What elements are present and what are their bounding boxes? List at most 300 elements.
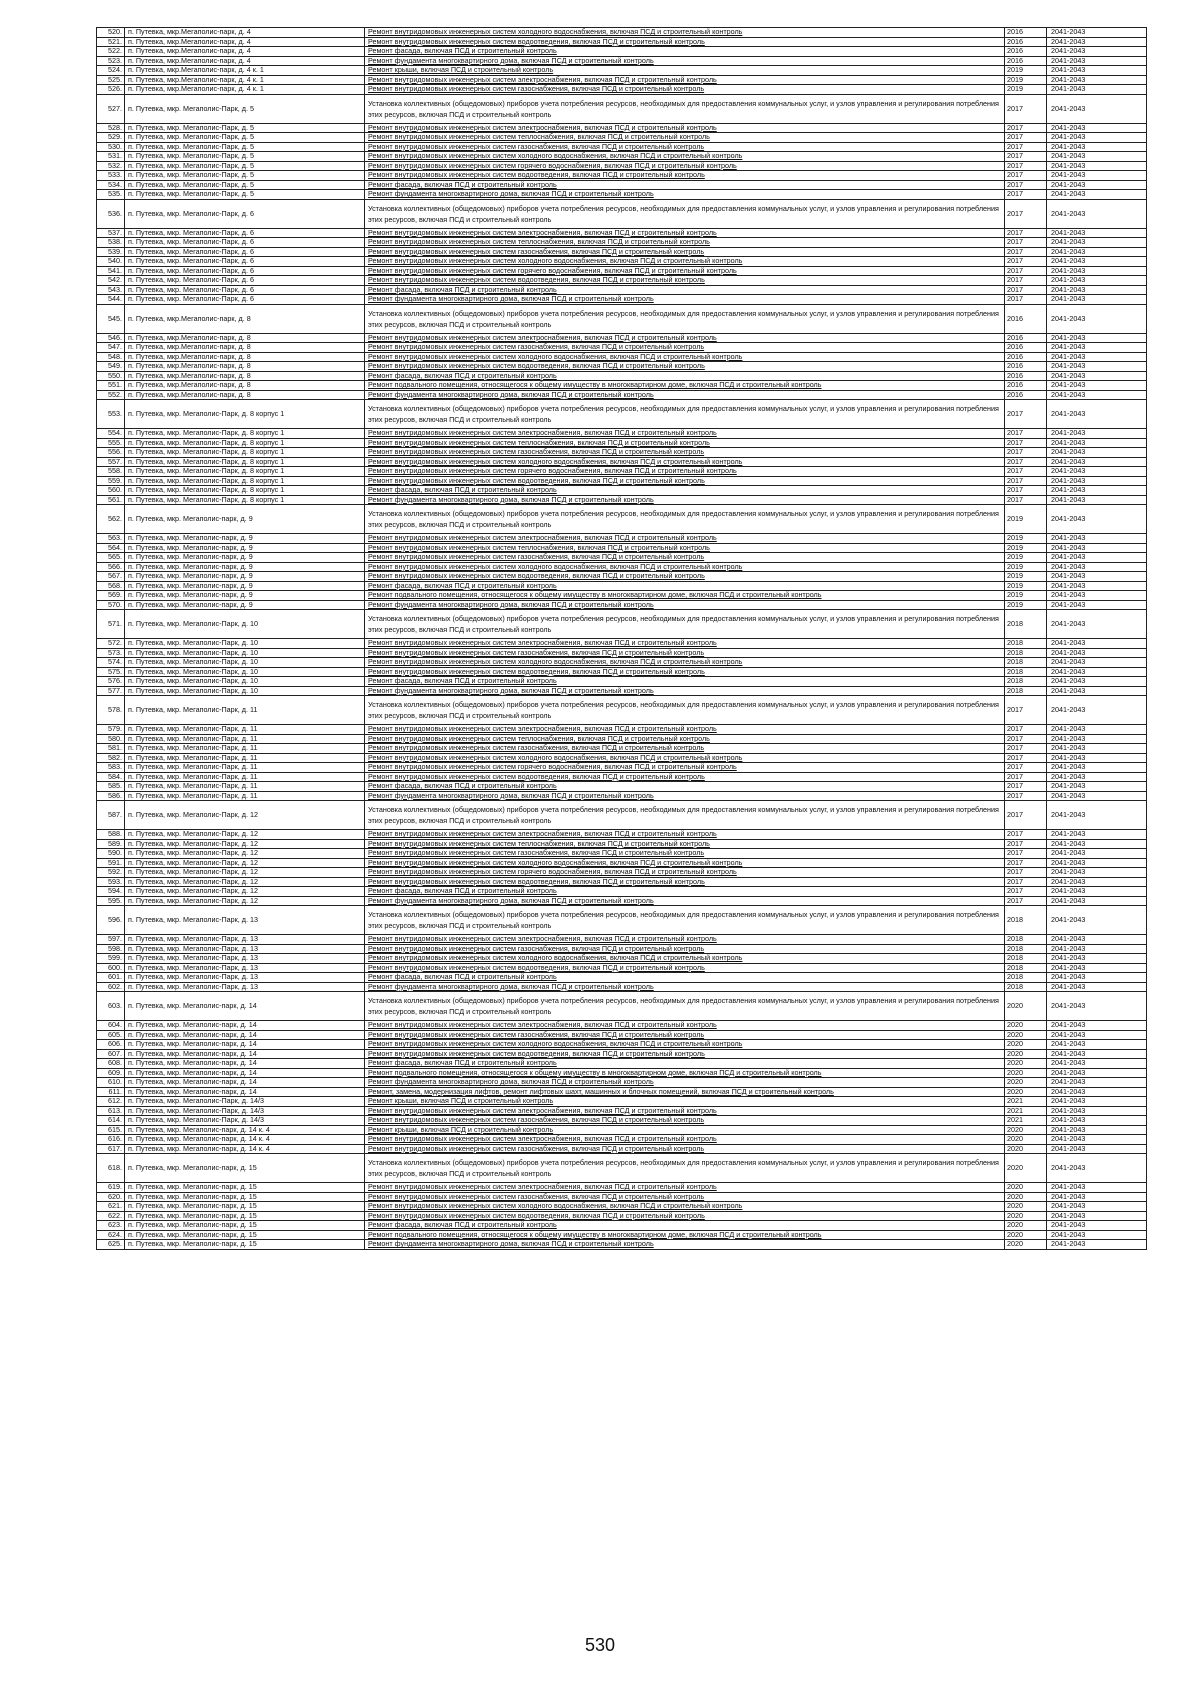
- row-number-cell: 594.: [97, 887, 125, 897]
- table-row: [97, 686, 1147, 696]
- table-row: [97, 1240, 1147, 1250]
- address-cell: п. Путевка, мкр. Мегаполис-Парк, д. 5: [125, 171, 365, 181]
- work-type-cell: Ремонт внутридомовых инженерных систем газоснабжения, включая ПСД и строительный контроль: [365, 744, 1005, 754]
- year-cell: 2016: [1005, 37, 1047, 47]
- address-cell: п. Путевка, мкр.Мегаполис-парк, д. 4: [125, 37, 365, 47]
- table-row: [97, 285, 1147, 295]
- work-type-cell: Ремонт внутридомовых инженерных систем теплоснабжения, включая ПСД и строительный контроль: [365, 734, 1005, 744]
- row-number-cell: 532.: [97, 161, 125, 171]
- table-row: [97, 343, 1147, 353]
- year-cell: 2019: [1005, 75, 1047, 85]
- table-row: [97, 199, 1147, 228]
- table-row: [97, 295, 1147, 305]
- work-type-cell: Установка коллективных (общедомовых) приборов учета потребления ресурсов, необходимых для предоставления коммунальных услуг, и узлов управления и регулирования потребления этих ресурсов, включая ПСД и строительный контроль: [365, 505, 1005, 534]
- work-type-cell: Ремонт внутридомовых инженерных систем холодного водоснабжения, включая ПСД и строительный контроль: [365, 562, 1005, 572]
- row-number-cell: 578.: [97, 696, 125, 725]
- row-number-cell: 541.: [97, 266, 125, 276]
- row-number-cell: 596.: [97, 906, 125, 935]
- work-type-cell: Ремонт внутридомовых инженерных систем холодного водоснабжения, включая ПСД и строительный контроль: [365, 352, 1005, 362]
- row-number-cell: 536.: [97, 199, 125, 228]
- row-number-cell: 583.: [97, 763, 125, 773]
- work-type-cell: Ремонт крыши, включая ПСД и строительный контроль: [365, 66, 1005, 76]
- year-cell: 2017: [1005, 438, 1047, 448]
- period-cell: 2041-2043: [1047, 1230, 1147, 1240]
- period-cell: 2041-2043: [1047, 1106, 1147, 1116]
- address-cell: п. Путевка, мкр. Мегаполис-Парк, д. 13: [125, 954, 365, 964]
- address-cell: п. Путевка, мкр. Мегаполис-парк, д. 14 к. 4: [125, 1144, 365, 1154]
- address-cell: п. Путевка, мкр.Мегаполис-парк, д. 8: [125, 362, 365, 372]
- address-cell: п. Путевка, мкр. Мегаполис-Парк, д. 11: [125, 791, 365, 801]
- work-type-cell: Ремонт внутридомовых инженерных систем электроснабжения, включая ПСД и строительный контроль: [365, 1135, 1005, 1145]
- row-number-cell: 574.: [97, 658, 125, 668]
- work-type-cell: Ремонт фасада, включая ПСД и строительный контроль: [365, 285, 1005, 295]
- table-row: [97, 486, 1147, 496]
- period-cell: 2041-2043: [1047, 85, 1147, 95]
- work-type-cell: Ремонт внутридомовых инженерных систем водоотведения, включая ПСД и строительный контроль: [365, 276, 1005, 286]
- year-cell: 2016: [1005, 390, 1047, 400]
- row-number-cell: 618.: [97, 1154, 125, 1183]
- period-cell: 2041-2043: [1047, 849, 1147, 859]
- work-type-cell: Ремонт фундамента многоквартирного дома, включая ПСД и строительный контроль: [365, 791, 1005, 801]
- row-number-cell: 570.: [97, 600, 125, 610]
- address-cell: п. Путевка, мкр. Мегаполис-Парк, д. 14/3: [125, 1106, 365, 1116]
- work-type-cell: Ремонт внутридомовых инженерных систем газоснабжения, включая ПСД и строительный контроль: [365, 944, 1005, 954]
- period-cell: 2041-2043: [1047, 1183, 1147, 1193]
- address-cell: п. Путевка, мкр. Мегаполис-Парк, д. 5: [125, 180, 365, 190]
- work-type-cell: Ремонт фасада, включая ПСД и строительный контроль: [365, 47, 1005, 57]
- year-cell: 2020: [1005, 1183, 1047, 1193]
- year-cell: 2017: [1005, 257, 1047, 267]
- table-row: [97, 963, 1147, 973]
- address-cell: п. Путевка, мкр. Мегаполис-Парк, д. 5: [125, 123, 365, 133]
- table-row: [97, 152, 1147, 162]
- row-number-cell: 601.: [97, 973, 125, 983]
- table-row: [97, 772, 1147, 782]
- year-cell: 2018: [1005, 982, 1047, 992]
- row-number-cell: 522.: [97, 47, 125, 57]
- table-row: [97, 85, 1147, 95]
- row-number-cell: 607.: [97, 1049, 125, 1059]
- period-cell: 2041-2043: [1047, 390, 1147, 400]
- year-cell: 2017: [1005, 457, 1047, 467]
- row-number-cell: 614.: [97, 1116, 125, 1126]
- period-cell: 2041-2043: [1047, 639, 1147, 649]
- year-cell: 2019: [1005, 600, 1047, 610]
- period-cell: 2041-2043: [1047, 180, 1147, 190]
- period-cell: 2041-2043: [1047, 581, 1147, 591]
- row-number-cell: 551.: [97, 381, 125, 391]
- table-row: [97, 1087, 1147, 1097]
- period-cell: 2041-2043: [1047, 753, 1147, 763]
- period-cell: 2041-2043: [1047, 677, 1147, 687]
- period-cell: 2041-2043: [1047, 1049, 1147, 1059]
- row-number-cell: 581.: [97, 744, 125, 754]
- work-type-cell: Ремонт фундамента многоквартирного дома, включая ПСД и строительный контроль: [365, 686, 1005, 696]
- year-cell: 2018: [1005, 906, 1047, 935]
- table-row: [97, 37, 1147, 47]
- address-cell: п. Путевка, мкр.Мегаполис-парк, д. 4 к. 1: [125, 85, 365, 95]
- period-cell: 2041-2043: [1047, 295, 1147, 305]
- work-type-cell: Ремонт внутридомовых инженерных систем газоснабжения, включая ПСД и строительный контроль: [365, 85, 1005, 95]
- address-cell: п. Путевка, мкр. Мегаполис-Парк, д. 10: [125, 658, 365, 668]
- period-cell: 2041-2043: [1047, 486, 1147, 496]
- table-row: [97, 982, 1147, 992]
- year-cell: 2017: [1005, 476, 1047, 486]
- work-type-cell: Ремонт подвального помещения, относящегося к общему имуществу в многоквартирном доме, включая ПСД и строительный контроль: [365, 1230, 1005, 1240]
- table-row: [97, 763, 1147, 773]
- year-cell: 2017: [1005, 782, 1047, 792]
- year-cell: 2017: [1005, 753, 1047, 763]
- address-cell: п. Путевка, мкр. Мегаполис-парк, д. 15: [125, 1230, 365, 1240]
- table-row: [97, 1030, 1147, 1040]
- period-cell: 2041-2043: [1047, 667, 1147, 677]
- work-type-cell: Ремонт внутридомовых инженерных систем электроснабжения, включая ПСД и строительный контроль: [365, 830, 1005, 840]
- work-type-cell: Ремонт фундамента многоквартирного дома, включая ПСД и строительный контроль: [365, 896, 1005, 906]
- work-type-cell: Ремонт внутридомовых инженерных систем электроснабжения, включая ПСД и строительный контроль: [365, 123, 1005, 133]
- address-cell: п. Путевка, мкр. Мегаполис-парк, д. 15: [125, 1183, 365, 1193]
- address-cell: п. Путевка, мкр. Мегаполис-парк, д. 9: [125, 543, 365, 553]
- year-cell: 2016: [1005, 381, 1047, 391]
- work-type-cell: Установка коллективных (общедомовых) приборов учета потребления ресурсов, необходимых для предоставления коммунальных услуг, и узлов управления и регулирования потребления этих ресурсов, включая ПСД и строительный контроль: [365, 696, 1005, 725]
- period-cell: 2041-2043: [1047, 495, 1147, 505]
- table-row: [97, 247, 1147, 257]
- address-cell: п. Путевка, мкр.Мегаполис-парк, д. 4: [125, 47, 365, 57]
- address-cell: п. Путевка, мкр. Мегаполис-Парк, д. 8 корпус 1: [125, 467, 365, 477]
- address-cell: п. Путевка, мкр. Мегаполис-Парк, д. 13: [125, 982, 365, 992]
- address-cell: п. Путевка, мкр. Мегаполис-Парк, д. 11: [125, 725, 365, 735]
- address-cell: п. Путевка, мкр. Мегаполис-Парк, д. 10: [125, 610, 365, 639]
- period-cell: 2041-2043: [1047, 1116, 1147, 1126]
- row-number-cell: 603.: [97, 992, 125, 1021]
- address-cell: п. Путевка, мкр. Мегаполис-Парк, д. 12: [125, 830, 365, 840]
- table-row: [97, 696, 1147, 725]
- table-row: [97, 562, 1147, 572]
- row-number-cell: 585.: [97, 782, 125, 792]
- address-cell: п. Путевка, мкр. Мегаполис-парк, д. 15: [125, 1154, 365, 1183]
- year-cell: 2017: [1005, 763, 1047, 773]
- table-row: [97, 161, 1147, 171]
- work-type-cell: Ремонт внутридомовых инженерных систем электроснабжения, включая ПСД и строительный контроль: [365, 725, 1005, 735]
- row-number-cell: 528.: [97, 123, 125, 133]
- address-cell: п. Путевка, мкр. Мегаполис-Парк, д. 5: [125, 142, 365, 152]
- period-cell: 2041-2043: [1047, 982, 1147, 992]
- table-row: [97, 553, 1147, 563]
- address-cell: п. Путевка, мкр. Мегаполис-парк, д. 15: [125, 1192, 365, 1202]
- period-cell: 2041-2043: [1047, 438, 1147, 448]
- address-cell: п. Путевка, мкр.Мегаполис-парк, д. 4: [125, 28, 365, 38]
- work-type-cell: Ремонт внутридомовых инженерных систем теплоснабжения, включая ПСД и строительный контроль: [365, 438, 1005, 448]
- row-number-cell: 577.: [97, 686, 125, 696]
- table-row: [97, 1221, 1147, 1231]
- address-cell: п. Путевка, мкр. Мегаполис-Парк, д. 14/3: [125, 1097, 365, 1107]
- capital-repair-schedule-table: [96, 27, 1147, 1250]
- year-cell: 2020: [1005, 1068, 1047, 1078]
- address-cell: п. Путевка, мкр. Мегаполис-Парк, д. 11: [125, 782, 365, 792]
- row-number-cell: 593.: [97, 877, 125, 887]
- period-cell: 2041-2043: [1047, 257, 1147, 267]
- year-cell: 2020: [1005, 1202, 1047, 1212]
- row-number-cell: 557.: [97, 457, 125, 467]
- work-type-cell: Ремонт внутридомовых инженерных систем газоснабжения, включая ПСД и строительный контроль: [365, 343, 1005, 353]
- period-cell: 2041-2043: [1047, 686, 1147, 696]
- year-cell: 2019: [1005, 553, 1047, 563]
- row-number-cell: 602.: [97, 982, 125, 992]
- table-row: [97, 1144, 1147, 1154]
- work-type-cell: Ремонт фундамента многоквартирного дома, включая ПСД и строительный контроль: [365, 56, 1005, 66]
- address-cell: п. Путевка, мкр. Мегаполис-парк, д. 9: [125, 553, 365, 563]
- row-number-cell: 569.: [97, 591, 125, 601]
- period-cell: 2041-2043: [1047, 591, 1147, 601]
- period-cell: 2041-2043: [1047, 467, 1147, 477]
- period-cell: 2041-2043: [1047, 400, 1147, 429]
- period-cell: 2041-2043: [1047, 56, 1147, 66]
- period-cell: 2041-2043: [1047, 801, 1147, 830]
- row-number-cell: 555.: [97, 438, 125, 448]
- work-type-cell: Ремонт фундамента многоквартирного дома, включая ПСД и строительный контроль: [365, 295, 1005, 305]
- period-cell: 2041-2043: [1047, 963, 1147, 973]
- row-number-cell: 604.: [97, 1021, 125, 1031]
- table-row: [97, 667, 1147, 677]
- work-type-cell: Ремонт внутридомовых инженерных систем теплоснабжения, включая ПСД и строительный контроль: [365, 238, 1005, 248]
- year-cell: 2018: [1005, 610, 1047, 639]
- row-number-cell: 606.: [97, 1040, 125, 1050]
- row-number-cell: 552.: [97, 390, 125, 400]
- work-type-cell: Ремонт внутридомовых инженерных систем теплоснабжения, включая ПСД и строительный контроль: [365, 133, 1005, 143]
- address-cell: п. Путевка, мкр. Мегаполис-Парк, д. 6: [125, 238, 365, 248]
- row-number-cell: 615.: [97, 1125, 125, 1135]
- work-type-cell: Ремонт фундамента многоквартирного дома, включая ПСД и строительный контроль: [365, 600, 1005, 610]
- year-cell: 2020: [1005, 1221, 1047, 1231]
- work-type-cell: Ремонт внутридомовых инженерных систем горячего водоснабжения, включая ПСД и строительный контроль: [365, 763, 1005, 773]
- row-number-cell: 622.: [97, 1211, 125, 1221]
- work-type-cell: Ремонт внутридомовых инженерных систем холодного водоснабжения, включая ПСД и строительный контроль: [365, 658, 1005, 668]
- table-row: [97, 1211, 1147, 1221]
- year-cell: 2017: [1005, 180, 1047, 190]
- table-row: [97, 849, 1147, 859]
- table-row: [97, 1068, 1147, 1078]
- table-row: [97, 1154, 1147, 1183]
- work-type-cell: Ремонт внутридомовых инженерных систем холодного водоснабжения, включая ПСД и строительный контроль: [365, 152, 1005, 162]
- year-cell: 2016: [1005, 28, 1047, 38]
- period-cell: 2041-2043: [1047, 37, 1147, 47]
- address-cell: п. Путевка, мкр. Мегаполис-парк, д. 14: [125, 1068, 365, 1078]
- address-cell: п. Путевка, мкр. Мегаполис-Парк, д. 13: [125, 906, 365, 935]
- period-cell: 2041-2043: [1047, 543, 1147, 553]
- work-type-cell: Ремонт внутридомовых инженерных систем теплоснабжения, включая ПСД и строительный контроль: [365, 543, 1005, 553]
- year-cell: 2017: [1005, 276, 1047, 286]
- period-cell: 2041-2043: [1047, 333, 1147, 343]
- period-cell: 2041-2043: [1047, 696, 1147, 725]
- address-cell: п. Путевка, мкр.Мегаполис-парк, д. 8: [125, 381, 365, 391]
- period-cell: 2041-2043: [1047, 763, 1147, 773]
- year-cell: 2017: [1005, 295, 1047, 305]
- address-cell: п. Путевка, мкр. Мегаполис-парк, д. 9: [125, 600, 365, 610]
- work-type-cell: Ремонт подвального помещения, относящегося к общему имуществу в многоквартирном доме, включая ПСД и строительный контроль: [365, 1068, 1005, 1078]
- period-cell: 2041-2043: [1047, 352, 1147, 362]
- table-row: [97, 56, 1147, 66]
- table-row: [97, 973, 1147, 983]
- year-cell: 2017: [1005, 142, 1047, 152]
- work-type-cell: Ремонт внутридомовых инженерных систем электроснабжения, включая ПСД и строительный контроль: [365, 75, 1005, 85]
- period-cell: 2041-2043: [1047, 1030, 1147, 1040]
- year-cell: 2020: [1005, 1135, 1047, 1145]
- address-cell: п. Путевка, мкр. Мегаполис-Парк, д. 12: [125, 801, 365, 830]
- year-cell: 2019: [1005, 562, 1047, 572]
- address-cell: п. Путевка, мкр. Мегаполис-парк, д. 15: [125, 1221, 365, 1231]
- work-type-cell: Ремонт фасада, включая ПСД и строительный контроль: [365, 486, 1005, 496]
- year-cell: 2018: [1005, 944, 1047, 954]
- work-type-cell: Ремонт фундамента многоквартирного дома, включая ПСД и строительный контроль: [365, 495, 1005, 505]
- table-row: [97, 66, 1147, 76]
- row-number-cell: 617.: [97, 1144, 125, 1154]
- period-cell: 2041-2043: [1047, 457, 1147, 467]
- row-number-cell: 597.: [97, 935, 125, 945]
- address-cell: п. Путевка, мкр. Мегаполис-Парк, д. 8 корпус 1: [125, 400, 365, 429]
- work-type-cell: Установка коллективных (общедомовых) приборов учета потребления ресурсов, необходимых для предоставления коммунальных услуг, и узлов управления и регулирования потребления этих ресурсов, включая ПСД и строительный контроль: [365, 1154, 1005, 1183]
- period-cell: 2041-2043: [1047, 1154, 1147, 1183]
- table-row: [97, 887, 1147, 897]
- period-cell: 2041-2043: [1047, 123, 1147, 133]
- work-type-cell: Ремонт внутридомовых инженерных систем холодного водоснабжения, включая ПСД и строительный контроль: [365, 1040, 1005, 1050]
- address-cell: п. Путевка, мкр.Мегаполис-парк, д. 8: [125, 304, 365, 333]
- row-number-cell: 564.: [97, 543, 125, 553]
- address-cell: п. Путевка, мкр. Мегаполис-Парк, д. 5: [125, 190, 365, 200]
- period-cell: 2041-2043: [1047, 887, 1147, 897]
- period-cell: 2041-2043: [1047, 75, 1147, 85]
- period-cell: 2041-2043: [1047, 1211, 1147, 1221]
- address-cell: п. Путевка, мкр. Мегаполис-парк, д. 15: [125, 1202, 365, 1212]
- period-cell: 2041-2043: [1047, 906, 1147, 935]
- table-row: [97, 658, 1147, 668]
- work-type-cell: Ремонт фасада, включая ПСД и строительный контроль: [365, 371, 1005, 381]
- work-type-cell: Ремонт внутридомовых инженерных систем водоотведения, включая ПСД и строительный контроль: [365, 171, 1005, 181]
- table-row: [97, 534, 1147, 544]
- table-row: [97, 944, 1147, 954]
- period-cell: 2041-2043: [1047, 362, 1147, 372]
- row-number-cell: 567.: [97, 572, 125, 582]
- row-number-cell: 566.: [97, 562, 125, 572]
- address-cell: п. Путевка, мкр. Мегаполис-Парк, д. 6: [125, 247, 365, 257]
- period-cell: 2041-2043: [1047, 772, 1147, 782]
- work-type-cell: Ремонт фундамента многоквартирного дома, включая ПСД и строительный контроль: [365, 982, 1005, 992]
- year-cell: 2017: [1005, 725, 1047, 735]
- work-type-cell: Ремонт внутридомовых инженерных систем газоснабжения, включая ПСД и строительный контроль: [365, 1144, 1005, 1154]
- row-number-cell: 539.: [97, 247, 125, 257]
- address-cell: п. Путевка, мкр. Мегаполис-Парк, д. 11: [125, 696, 365, 725]
- work-type-cell: Ремонт внутридомовых инженерных систем газоснабжения, включая ПСД и строительный контроль: [365, 648, 1005, 658]
- table-row: [97, 476, 1147, 486]
- year-cell: 2016: [1005, 362, 1047, 372]
- table-row: [97, 782, 1147, 792]
- table-row: [97, 868, 1147, 878]
- work-type-cell: Ремонт фасада, включая ПСД и строительный контроль: [365, 677, 1005, 687]
- table-row: [97, 744, 1147, 754]
- table-row: [97, 180, 1147, 190]
- address-cell: п. Путевка, мкр. Мегаполис-Парк, д. 14/3: [125, 1116, 365, 1126]
- row-number-cell: 559.: [97, 476, 125, 486]
- address-cell: п. Путевка, мкр. Мегаполис-Парк, д. 11: [125, 744, 365, 754]
- table-row: [97, 400, 1147, 429]
- row-number-cell: 548.: [97, 352, 125, 362]
- row-number-cell: 624.: [97, 1230, 125, 1240]
- table-row: [97, 753, 1147, 763]
- period-cell: 2041-2043: [1047, 839, 1147, 849]
- table-body: [97, 28, 1147, 1250]
- work-type-cell: Ремонт фасада, включая ПСД и строительный контроль: [365, 973, 1005, 983]
- address-cell: п. Путевка, мкр. Мегаполис-парк, д. 14 к. 4: [125, 1135, 365, 1145]
- row-number-cell: 616.: [97, 1135, 125, 1145]
- period-cell: 2041-2043: [1047, 1040, 1147, 1050]
- table-row: [97, 1183, 1147, 1193]
- year-cell: 2017: [1005, 877, 1047, 887]
- table-row: [97, 877, 1147, 887]
- row-number-cell: 549.: [97, 362, 125, 372]
- year-cell: 2020: [1005, 1240, 1047, 1250]
- year-cell: 2020: [1005, 1021, 1047, 1031]
- year-cell: 2020: [1005, 1144, 1047, 1154]
- table-row: [97, 28, 1147, 38]
- table-row: [97, 1059, 1147, 1069]
- year-cell: 2017: [1005, 123, 1047, 133]
- address-cell: п. Путевка, мкр. Мегаполис-Парк, д. 12: [125, 887, 365, 897]
- table-row: [97, 677, 1147, 687]
- year-cell: 2020: [1005, 1059, 1047, 1069]
- row-number-cell: 579.: [97, 725, 125, 735]
- row-number-cell: 560.: [97, 486, 125, 496]
- table-row: [97, 648, 1147, 658]
- address-cell: п. Путевка, мкр. Мегаполис-Парк, д. 8 корпус 1: [125, 457, 365, 467]
- address-cell: п. Путевка, мкр. Мегаполис-парк, д. 14: [125, 1049, 365, 1059]
- address-cell: п. Путевка, мкр. Мегаполис-Парк, д. 8 корпус 1: [125, 448, 365, 458]
- period-cell: 2041-2043: [1047, 791, 1147, 801]
- year-cell: 2018: [1005, 658, 1047, 668]
- year-cell: 2016: [1005, 352, 1047, 362]
- address-cell: п. Путевка, мкр. Мегаполис-Парк, д. 10: [125, 677, 365, 687]
- work-type-cell: Ремонт фасада, включая ПСД и строительный контроль: [365, 782, 1005, 792]
- address-cell: п. Путевка, мкр. Мегаполис-Парк, д. 12: [125, 868, 365, 878]
- row-number-cell: 620.: [97, 1192, 125, 1202]
- address-cell: п. Путевка, мкр. Мегаполис-Парк, д. 13: [125, 963, 365, 973]
- year-cell: 2018: [1005, 677, 1047, 687]
- period-cell: 2041-2043: [1047, 1125, 1147, 1135]
- period-cell: 2041-2043: [1047, 1097, 1147, 1107]
- year-cell: 2017: [1005, 190, 1047, 200]
- row-number-cell: 537.: [97, 228, 125, 238]
- address-cell: п. Путевка, мкр. Мегаполис-Парк, д. 11: [125, 763, 365, 773]
- year-cell: 2021: [1005, 1097, 1047, 1107]
- period-cell: 2041-2043: [1047, 992, 1147, 1021]
- year-cell: 2017: [1005, 133, 1047, 143]
- address-cell: п. Путевка, мкр. Мегаполис-Парк, д. 6: [125, 257, 365, 267]
- year-cell: 2017: [1005, 448, 1047, 458]
- work-type-cell: Ремонт внутридомовых инженерных систем газоснабжения, включая ПСД и строительный контроль: [365, 142, 1005, 152]
- work-type-cell: Установка коллективных (общедомовых) приборов учета потребления ресурсов, необходимых для предоставления коммунальных услуг, и узлов управления и регулирования потребления этих ресурсов, включая ПСД и строительный контроль: [365, 992, 1005, 1021]
- row-number-cell: 553.: [97, 400, 125, 429]
- address-cell: п. Путевка, мкр. Мегаполис-парк, д. 14: [125, 1021, 365, 1031]
- table-row: [97, 75, 1147, 85]
- row-number-cell: 592.: [97, 868, 125, 878]
- row-number-cell: 544.: [97, 295, 125, 305]
- address-cell: п. Путевка, мкр. Мегаполис-Парк, д. 10: [125, 648, 365, 658]
- address-cell: п. Путевка, мкр.Мегаполис-парк, д. 8: [125, 390, 365, 400]
- address-cell: п. Путевка, мкр. Мегаполис-Парк, д. 8 корпус 1: [125, 495, 365, 505]
- row-number-cell: 572.: [97, 639, 125, 649]
- row-number-cell: 609.: [97, 1068, 125, 1078]
- table-row: [97, 171, 1147, 181]
- period-cell: 2041-2043: [1047, 877, 1147, 887]
- address-cell: п. Путевка, мкр. Мегаполис-Парк, д. 10: [125, 667, 365, 677]
- row-number-cell: 600.: [97, 963, 125, 973]
